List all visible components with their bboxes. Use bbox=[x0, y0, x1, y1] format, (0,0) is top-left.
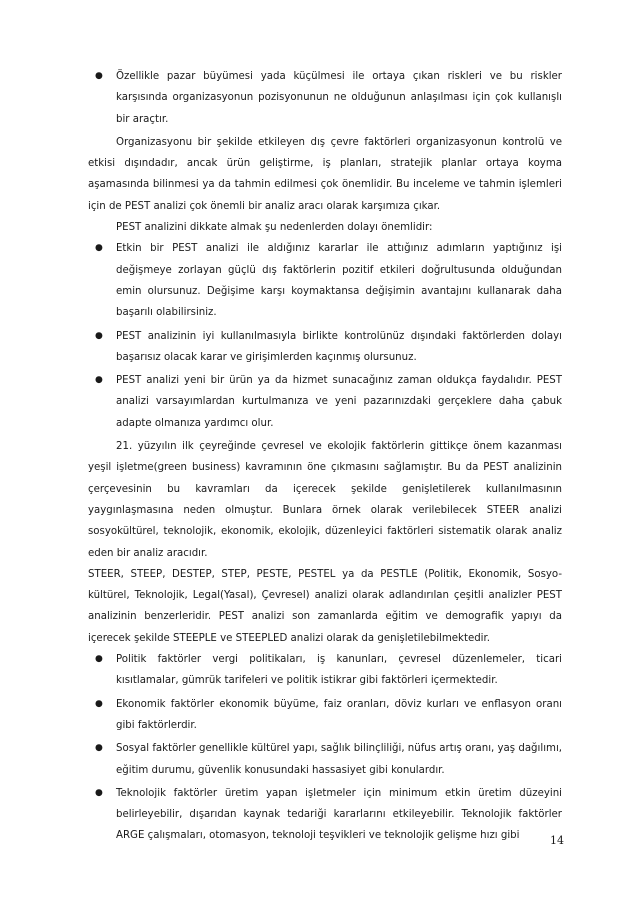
list-item bbox=[88, 783, 562, 847]
paragraph: Organizasyonu bir şekilde etkileyen dış çevre faktörleri organizasyonun kontrolü ve etkisi dışındadır, ancak ürün geliştirme, iş planları, stratejik planlar ortaya koyma aşamasında bilinmesi ya da tahmin edilmesi çok önemlidir. Bu inceleme ve tahmin işlemleri için de PEST analizi çok önemli bir analiz aracı olarak karşımıza çıkar. bbox=[88, 136, 562, 212]
bullet-list-reasons bbox=[88, 238, 562, 434]
bullet-icon: ● bbox=[95, 375, 103, 386]
list-item-text: Teknolojik faktörler üretim yapan işletmeler için minimum etkin üretim düzeyini belirleyebilir, dışarıdan kaynak tedariği kararlarını etkileyebilir. Teknolojik faktörler ARGE çalışmaları, otomasyon, teknoloji teşvikleri ve teknolojik gelişme hızı gibi bbox=[116, 787, 562, 842]
paragraph: STEER, STEEP, DESTEP, STEP, PESTE, PESTEL ya da PESTLE (Politik, Ekonomik, Sosyo-kültürel, Teknolojik, Legal(Yasal), Çevresel) analizi olarak adlandırılan çeşitli analizler PEST analizinin benzerleridir. PEST analizi son zamanlarda eğitim ve demografik yapıyı da içerecek şekilde STEEPLE ve STEEPLED analizi olarak da genişletilebilmektedir. bbox=[88, 568, 562, 644]
bullet-icon: ● bbox=[95, 743, 103, 754]
list-item-text: PEST analizi yeni bir ürün ya da hizmet sunacağınız zaman oldukça faydalıdır. PEST analizi varsayımlardan kurtulmanıza ve yeni pazarınızdaki gerçeklere daha çabuk adapte olmanıza yardımcı olur. bbox=[116, 375, 562, 429]
bullet-icon: ● bbox=[95, 330, 103, 341]
list-item bbox=[88, 694, 562, 737]
list-item-text: Etkin bir PEST analizi ile aldığınız kararlar ile attığınız adımların yaptığınız işi değişmeye zorlayan güçlü dış faktörlerin pozitif etkileri doğrultusunda olduğundan emin olursunuz. Değişime karşı koymaktansa değişimin avantajını kullanarak daha başarılı olabilirsiniz. bbox=[116, 243, 562, 319]
bullet-list-factors bbox=[88, 649, 562, 847]
list-item-text: Sosyal faktörler genellikle kültürel yapı, sağlık bilinçliliği, nüfus artış oranı, yaş dağılımı, eğitim durumu, güvenlik konusundaki hassasiyet gibi konulardır. bbox=[116, 743, 563, 776]
bullet-icon: ● bbox=[95, 698, 103, 709]
list-item bbox=[88, 649, 562, 692]
list-item bbox=[88, 370, 562, 434]
page-content bbox=[88, 66, 562, 849]
bullet-icon: ● bbox=[95, 654, 103, 665]
list-item-text: PEST analizinin iyi kullanılmasıyla birlikte kontrolünüz dışındaki faktörlerden dolayı başarısız olacak karar ve girişimlerden kaçınmış olursunuz. bbox=[116, 330, 562, 363]
list-item bbox=[88, 66, 562, 130]
bullet-icon: ● bbox=[95, 71, 103, 81]
list-item-text: Politik faktörler vergi politikaları, iş kanunları, çevresel düzenlemeler, ticari kısıtlamalar, gümrük tarifeleri ve politik istikrar gibi faktörleri içermektedir. bbox=[116, 654, 562, 687]
list-item bbox=[88, 326, 562, 369]
list-item-text: Özellikle pazar büyümesi yada küçülmesi ile ortaya çıkan riskleri ve bu riskler karşısında organizasyonun pozisyonunun ne olduğunun anlaşılması için çok kullanışlı bir araçtır. bbox=[116, 71, 562, 125]
page-number: 14 bbox=[550, 834, 564, 847]
bullet-icon: ● bbox=[95, 787, 103, 798]
paragraph: PEST analizini dikkate almak şu nedenlerden dolayı önemlidir: bbox=[116, 222, 433, 234]
list-item-text: Ekonomik faktörler ekonomik büyüme, faiz oranları, döviz kurları ve enflasyon oranı gibi faktörlerdir. bbox=[116, 698, 562, 731]
list-item bbox=[88, 738, 562, 781]
paragraph: 21. yüzyılın ilk çeyreğinde çevresel ve ekolojik faktörlerin gittikçe önem kazanması yeşil işletme(green business) kavramının öne çıkmasını sağlamıştır. Bu da PEST analizinin çerçevesinin bu kavramları da içerecek şekilde genişletilerek kullanılmasının yaygınlaşmasına neden olmuştur. Bunlara örnek olarak verilebilecek STEER analizi sosyokültürel, teknolojik, ekonomik, ekolojik, düzenleyici faktörleri sistematik olarak analiz eden bir analiz aracıdır. bbox=[88, 441, 562, 559]
bullet-list-intro bbox=[88, 66, 562, 130]
bullet-icon: ● bbox=[95, 243, 103, 254]
list-item bbox=[88, 238, 562, 323]
